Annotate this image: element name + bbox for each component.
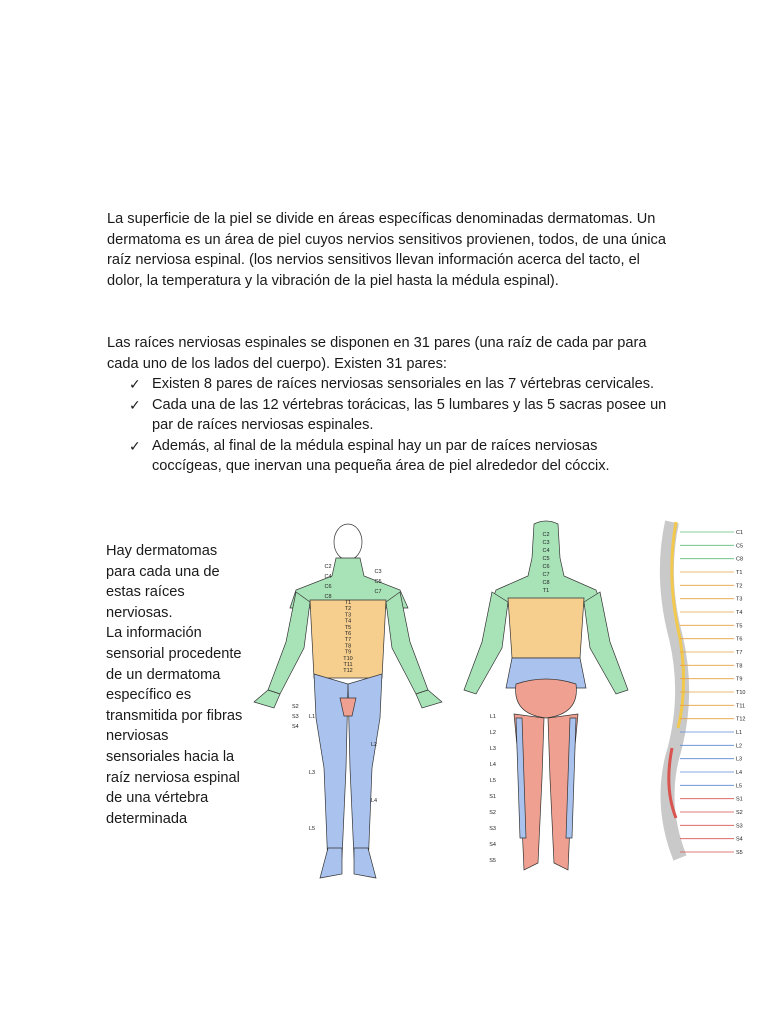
list-item xyxy=(107,436,667,477)
dermatome-label: C6 xyxy=(542,564,550,570)
dermatome-label: S5 xyxy=(489,858,496,864)
dermatome-label: S1 xyxy=(736,796,743,803)
dermatome-label: L2 xyxy=(736,743,743,750)
dermatome-label: C2 xyxy=(542,532,550,538)
dermatome-label: L4 xyxy=(736,770,743,776)
dermatome-label: S4 xyxy=(292,724,299,730)
dermatome-label: T5 xyxy=(344,624,352,631)
head xyxy=(334,524,362,560)
dermatome-label: C4 xyxy=(324,574,332,580)
dermatome-label: T1 xyxy=(736,570,743,576)
dermatome-label: S3 xyxy=(292,714,299,720)
dermatome-label: T1 xyxy=(542,588,550,594)
dermatome-label: C5 xyxy=(542,556,550,562)
dermatome-label: C2 xyxy=(324,564,332,570)
dermatome-label: S4 xyxy=(489,842,496,848)
dermatome-label: C8 xyxy=(542,580,550,586)
dermatome-label: L5 xyxy=(736,783,743,790)
dermatome-label: T9 xyxy=(736,676,743,683)
checkmark-icon: ✓ xyxy=(129,396,141,413)
dermatome-label: T7 xyxy=(736,650,743,656)
checkmark-icon: ✓ xyxy=(129,437,141,454)
dermatome-label: L5 xyxy=(308,826,316,832)
dermatome-label: S5 xyxy=(736,850,743,856)
intro-paragraph: La superficie de la piel se divide en áreas específicas denominadas dermatomas. Un dermatoma es un área de piel cuyos nervios sensitivos provienen, todos, de una única raíz nerviosa espinal. (los nervios sensitivos llevan información acerca del tacto, el dolor, la temperatura y la vibración de la piel hasta la médula espinal). xyxy=(107,211,666,289)
check-list xyxy=(107,374,667,477)
dermatome-label: T9 xyxy=(344,649,352,656)
dermatome-label: S2 xyxy=(292,704,299,710)
dermatome-label: C3 xyxy=(542,540,550,546)
back-dermatome-figure xyxy=(446,518,656,888)
buttocks-sacral xyxy=(516,679,577,718)
front-body xyxy=(254,524,442,878)
dermatome-label: T3 xyxy=(736,596,743,603)
spine-labels xyxy=(736,530,745,856)
dermatome-label: C7 xyxy=(542,572,550,578)
right-foot xyxy=(354,848,376,878)
spine-figure xyxy=(650,518,768,880)
dermatome-label: C5 xyxy=(374,579,382,585)
dermatome-label: T5 xyxy=(736,623,743,630)
dermatome-label: L1 xyxy=(308,714,316,720)
left-foot xyxy=(320,848,342,878)
list-item xyxy=(107,374,667,395)
dermatome-label: C5 xyxy=(736,543,744,550)
dermatome-label: T6 xyxy=(344,631,352,637)
dermatome-label: T12 xyxy=(343,668,353,675)
dermatome-label: C8 xyxy=(324,594,332,600)
spine-nerve-lines xyxy=(680,532,734,852)
dermatome-label: T10 xyxy=(343,655,353,662)
dermatome-label: C1 xyxy=(736,530,744,536)
dermatome-label: T2 xyxy=(736,583,743,590)
right-arm xyxy=(584,592,628,694)
right-hand xyxy=(416,690,442,708)
checkmark-icon: ✓ xyxy=(129,376,141,392)
dermatome-label: L3 xyxy=(489,746,496,752)
back-thoracic xyxy=(508,598,584,658)
dermatome-label: T7 xyxy=(344,637,352,644)
dermatome-label: C6 xyxy=(324,584,332,590)
dermatome-label: L4 xyxy=(370,798,378,804)
dermatome-label: T12 xyxy=(736,716,746,723)
dermatome-label: T11 xyxy=(736,703,746,710)
dermatome-label: T11 xyxy=(343,662,353,668)
dermatome-label: T8 xyxy=(344,643,352,650)
dermatome-label: L1 xyxy=(489,714,496,720)
dermatome-label: L2 xyxy=(489,730,496,736)
dermatome-label: L4 xyxy=(489,762,496,768)
dermatome-label: T6 xyxy=(736,636,743,643)
dermatome-label: S4 xyxy=(736,836,743,843)
dermatome-label: T3 xyxy=(344,612,352,619)
dermatome-label: T4 xyxy=(736,610,743,616)
dermatome-label: S1 xyxy=(489,794,496,800)
dermatome-label: T2 xyxy=(344,606,352,613)
dermatome-label: S3 xyxy=(736,823,743,830)
dermatome-label: S3 xyxy=(489,826,496,832)
dermatome-label: T10 xyxy=(736,690,746,696)
vertebral-column xyxy=(667,522,682,858)
list-item-text: Existen 8 pares de raíces nerviosas sensoriales en las 7 vértebras cervicales. xyxy=(152,376,655,392)
dermatome-label: L3 xyxy=(736,756,743,763)
dermatome-label: L3 xyxy=(308,770,316,776)
dermatome-label: L1 xyxy=(736,730,743,736)
list-item xyxy=(107,395,667,436)
left-arm xyxy=(464,592,508,694)
front-dermatome-figure xyxy=(250,518,446,888)
left-hand xyxy=(254,690,280,708)
dermatome-label: T1 xyxy=(344,600,352,606)
dermatome-label: L5 xyxy=(489,778,496,784)
dermatome-label: C7 xyxy=(374,589,382,595)
dermatome-label: S2 xyxy=(489,810,496,816)
left-arm xyxy=(268,592,310,694)
dermatome-label: C4 xyxy=(542,548,550,554)
dermatome-label: T8 xyxy=(736,663,743,670)
pairs-paragraph: Las raíces nerviosas espinales se disponen en 31 pares (una raíz de cada par para cada uno de los lados del cuerpo). Existen 31 pares: xyxy=(107,335,647,372)
side-paragraph: Hay dermatomas para cada una de estas raíces nerviosas. La información sensorial procedente de un dermatoma específico es transmitida por fibras nerviosas sensoriales hacia la raíz nerviosa espinal de una vértebra determinada xyxy=(106,543,243,827)
dermatome-label: T4 xyxy=(344,618,352,625)
dermatome-label: C8 xyxy=(736,556,744,563)
dermatome-label: S2 xyxy=(736,810,743,816)
dermatome-label: C3 xyxy=(374,569,382,575)
list-item-text: Cada una de las 12 vértebras torácicas, las 5 lumbares y las 5 sacras posee un par de raíces nerviosas espinales. xyxy=(152,396,667,434)
dermatome-label: L2 xyxy=(370,742,378,748)
list-item-text: Además, al final de la médula espinal hay un par de raíces nerviosas coccígeas, que inervan una pequeña área de piel alrededor del cóccix. xyxy=(152,437,610,475)
